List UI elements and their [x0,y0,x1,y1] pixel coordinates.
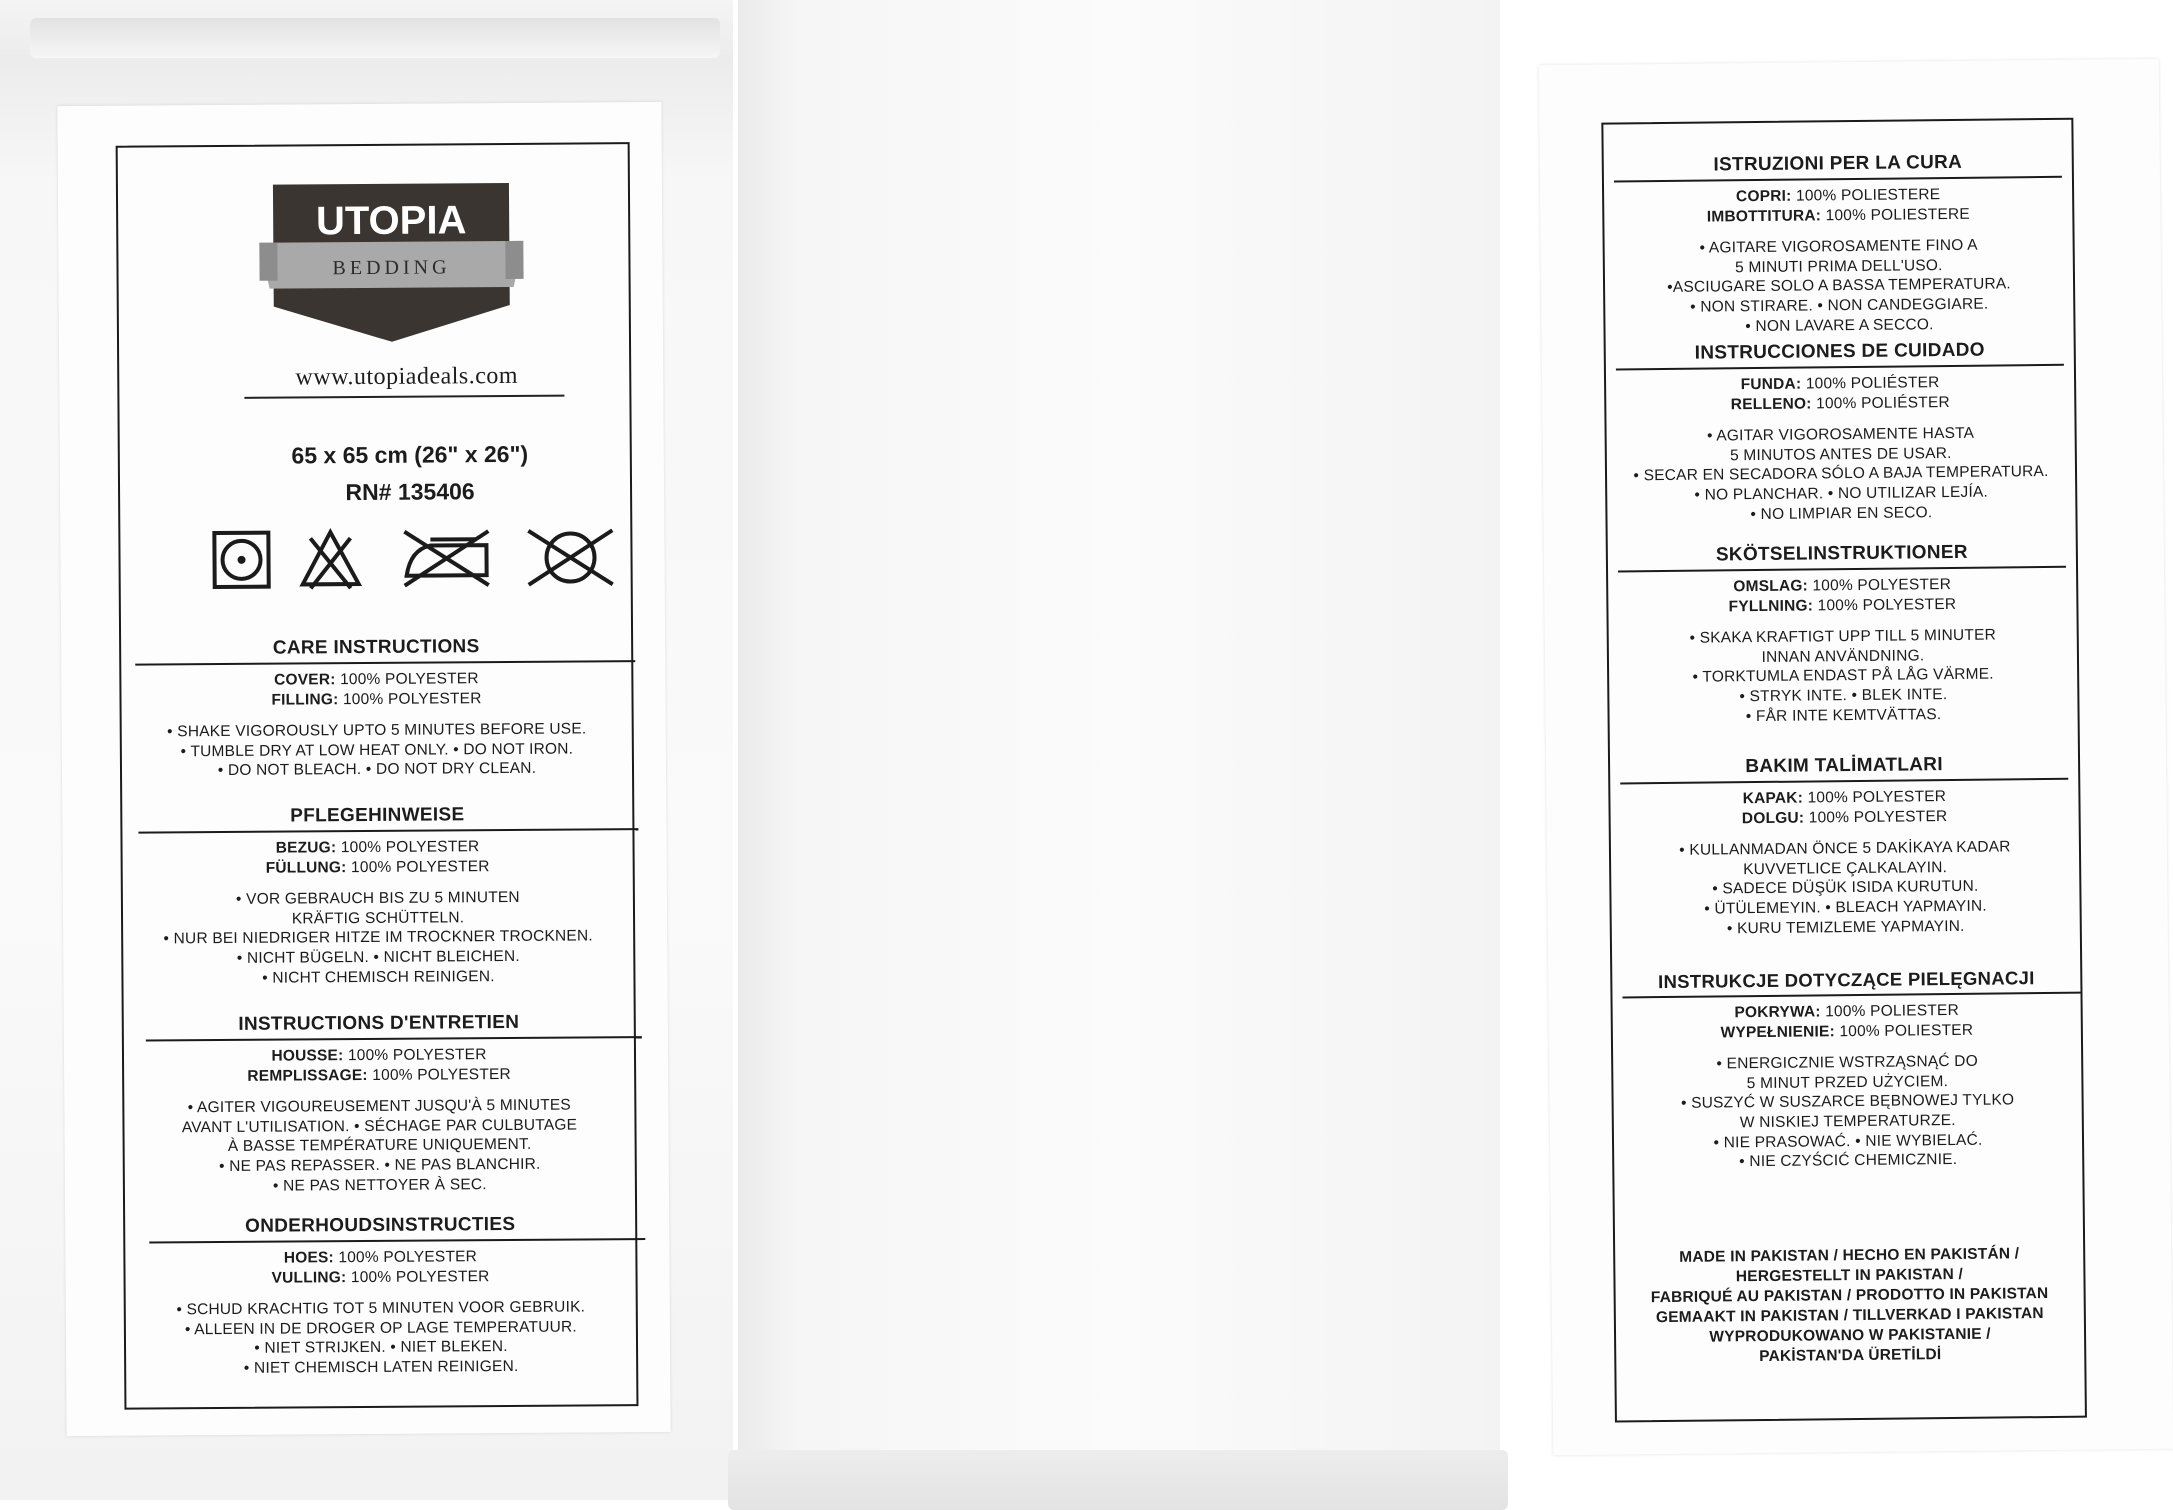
care-label-left [57,102,670,1436]
instruction-line: • DO NOT BLEACH. • DO NOT DRY CLEAN. [122,759,632,782]
instruction-line: • ALLEEN IN DE DROGER OP LAGE TEMPERATUUR. [126,1317,636,1340]
instruction-line: • FÅR INTE KEMTVÄTTAS. [1609,703,2077,727]
instruction-line: •ASCIUGARE SOLO A BASSA TEMPERATURA. [1605,274,2073,298]
instruction-line: • KULLANMADAN ÖNCE 5 DAKİKAYA KADAR [1611,837,2079,861]
section-title: SKÖTSELINSTRUKTIONER [1608,540,2076,569]
url-underline [244,395,564,399]
section-title: BAKIM TALİMATLARI [1610,752,2078,781]
made-in-line: WYPRODUKOWANO W PAKISTANIE / [1616,1324,2084,1349]
label-frame [1601,118,2087,1423]
instruction-line: • ÜTÜLEMEYIN. • BLEACH YAPMAYIN. [1611,896,2079,920]
material-line: VULLING: 100% POLYESTER [125,1266,635,1289]
instruction-line: • STRYK INTE. • BLEK INTE. [1609,684,2077,708]
made-in-block [1615,1244,2084,1369]
instruction-line: INNAN ANVÄNDNING. [1609,644,2077,668]
instruction-line: • SADECE DÜŞÜK ISIDA KURUTUN. [1611,876,2079,900]
section-english [121,634,632,782]
section-title: ONDERHOUDSINSTRUCTIES [125,1212,635,1240]
material-line: DOLGU: 100% POLYESTER [1611,805,2079,829]
instruction-line: • NIE PRASOWAĆ. • NIE WYBIELAĆ. [1614,1129,2082,1153]
instruction-line: • AGITARE VIGOROSAMENTE FINO A [1605,235,2073,259]
section-title: ISTRUZIONI PER LA CURA [1604,150,2072,179]
section-spanish [1606,338,2076,526]
left-photo-panel [0,0,733,1500]
section-italian [1604,150,2074,338]
made-in-line: PAKİSTAN'DA ÜRETİLDİ [1616,1344,2084,1369]
instruction-line: • NICHT CHEMISCH REINIGEN. [123,966,633,989]
material-line: COVER: 100% POLYESTER [121,668,631,691]
no-bleach-icon [298,528,362,590]
material-line: REMPLISSAGE: 100% POLYESTER [124,1064,634,1087]
instruction-line: • NO PLANCHAR. • NO UTILIZAR LEJÍA. [1607,482,2075,506]
section-swedish [1608,540,2078,728]
material-line: FYLLNING: 100% POLYESTER [1608,593,2076,617]
instruction-line: • SCHUD KRACHTIG TOT 5 MINUTEN VOOR GEBRUIK. [126,1297,636,1320]
instruction-line: • NIE CZYŚCIĆ CHEMICZNIE. [1614,1149,2082,1173]
label-frame [116,142,639,1410]
section-dutch [125,1212,636,1379]
brand-name: UTOPIA [316,198,467,243]
care-label-right [1539,59,2173,1455]
instruction-line: • NON STIRARE. • NON CANDEGGIARE. [1605,294,2073,318]
fabric-fold [728,1450,1508,1510]
made-in-line: MADE IN PAKISTAN / HECHO EN PAKISTÁN / [1615,1244,2083,1269]
instruction-line: • VOR GEBRAUCH BIS ZU 5 MINUTEN [123,887,633,910]
section-polish [1612,966,2082,1174]
instruction-line: • NIET CHEMISCH LATEN REINIGEN. [126,1356,636,1379]
pillow-size: 65 x 65 cm (26" x 26") [210,440,610,470]
right-photo-panel [738,0,1500,1500]
material-line: FILLING: 100% POLYESTER [121,688,631,711]
made-in-line: GEMAAKT IN PAKISTAN / TILLVERKAD I PAKISTAN [1616,1304,2084,1329]
material-line: WYPEŁNIENIE: 100% POLIESTER [1613,1019,2081,1043]
instruction-line: KUVVETLICE ÇALKALAYIN. [1611,856,2079,880]
instruction-line: • NE PAS NETTOYER À SEC. [125,1174,635,1197]
instruction-line: • SECAR EN SECADORA SÓLO A BAJA TEMPERATURA. [1607,462,2075,486]
material-line: COPRI: 100% POLIESTERE [1604,184,2072,208]
instruction-line: • SKAKA KRAFTIGT UPP TILL 5 MINUTER [1609,625,2077,649]
material-line: IMBOTTITURA: 100% POLIESTERE [1604,203,2072,227]
website-url: www.utopiadeals.com [244,363,569,392]
material-line: OMSLAG: 100% POLYESTER [1608,574,2076,598]
material-line: HOES: 100% POLYESTER [125,1246,635,1269]
instruction-line: • SUSZYĆ W SUSZARCE BĘBNOWEJ TYLKO [1614,1090,2082,1114]
brand-sub: BEDDING [332,256,450,279]
no-dry-clean-icon [522,526,618,589]
section-french [124,1010,635,1197]
instruction-line: • TUMBLE DRY AT LOW HEAT ONLY. • DO NOT IRON. [122,739,632,762]
section-title: PFLEGEHINWEISE [122,802,632,830]
made-in-line: FABRIQUÉ AU PAKISTAN / PRODOTTO IN PAKISTAN [1616,1284,2084,1309]
rn-number: RN# 135406 [210,477,610,507]
section-title: INSTRUCCIONES DE CUIDADO [1606,338,2074,367]
utopia-bedding-logo [273,183,510,343]
instruction-line: • SHAKE VIGOROUSLY UPTO 5 MINUTES BEFORE USE. [122,719,632,742]
instruction-line: AVANT L'UTILISATION. • SÉCHAGE PAR CULBUTAGE [124,1115,634,1138]
instruction-line: 5 MINUTI PRIMA DELL'USO. [1605,254,2073,278]
material-line: BEZUG: 100% POLYESTER [122,836,632,859]
instruction-line: W NISKIEJ TEMPERATURZE. [1614,1110,2082,1134]
instruction-line: • NUR BEI NIEDRIGER HITZE IM TROCKNER TROCKNEN. [123,927,633,950]
instruction-line: • NE PAS REPASSER. • NE PAS BLANCHIR. [125,1154,635,1177]
material-line: POKRYWA: 100% POLIESTER [1613,1000,2081,1024]
section-title: INSTRUCTIONS D'ENTRETIEN [124,1010,634,1038]
instruction-line: • NON LAVARE A SECCO. [1605,313,2073,337]
material-line: KAPAK: 100% POLYESTER [1610,786,2078,810]
fabric-fold [30,18,720,58]
section-title: CARE INSTRUCTIONS [121,634,631,662]
instruction-line: KRÄFTIG SCHÜTTELN. [123,907,633,930]
instruction-line: • AGITAR VIGOROSAMENTE HASTA [1607,423,2075,447]
instruction-line: • NIET STRIJKEN. • NIET BLEKEN. [126,1336,636,1359]
instruction-line: • AGITER VIGOUREUSEMENT JUSQU'À 5 MINUTES [124,1095,634,1118]
material-line: RELLENO: 100% POLIÉSTER [1606,391,2074,415]
instruction-line: À BASSE TEMPÉRATURE UNIQUEMENT. [125,1134,635,1157]
material-line: FUNDA: 100% POLIÉSTER [1606,372,2074,396]
tumble-dry-low-icon [210,529,272,591]
instruction-line: • ENERGICZNIE WSTRZĄSNĄĆ DO [1613,1051,2081,1075]
material-line: FÜLLUNG: 100% POLYESTER [123,856,633,879]
section-german [122,802,633,989]
instruction-line: • KURU TEMIZLEME YAPMAYIN. [1612,915,2080,939]
instruction-line: 5 MINUT PRZED UŻYCIEM. [1613,1070,2081,1094]
instruction-line: 5 MINUTOS ANTES DE USAR. [1607,442,2075,466]
material-line: HOUSSE: 100% POLYESTER [124,1044,634,1067]
instruction-line: • TORKTUMLA ENDAST PÅ LÅG VÄRME. [1609,664,2077,688]
section-title: INSTRUKCJE DOTYCZĄCE PIELĘGNACJI [1612,966,2080,995]
no-iron-icon [400,527,492,590]
section-turkish [1610,752,2080,940]
made-in-line: HERGESTELLT IN PAKISTAN / [1615,1264,2083,1289]
care-symbols [200,526,620,599]
instruction-line: • NICHT BÜGELN. • NICHT BLEICHEN. [123,946,633,969]
instruction-line: • NO LIMPIAR EN SECO. [1607,501,2075,525]
